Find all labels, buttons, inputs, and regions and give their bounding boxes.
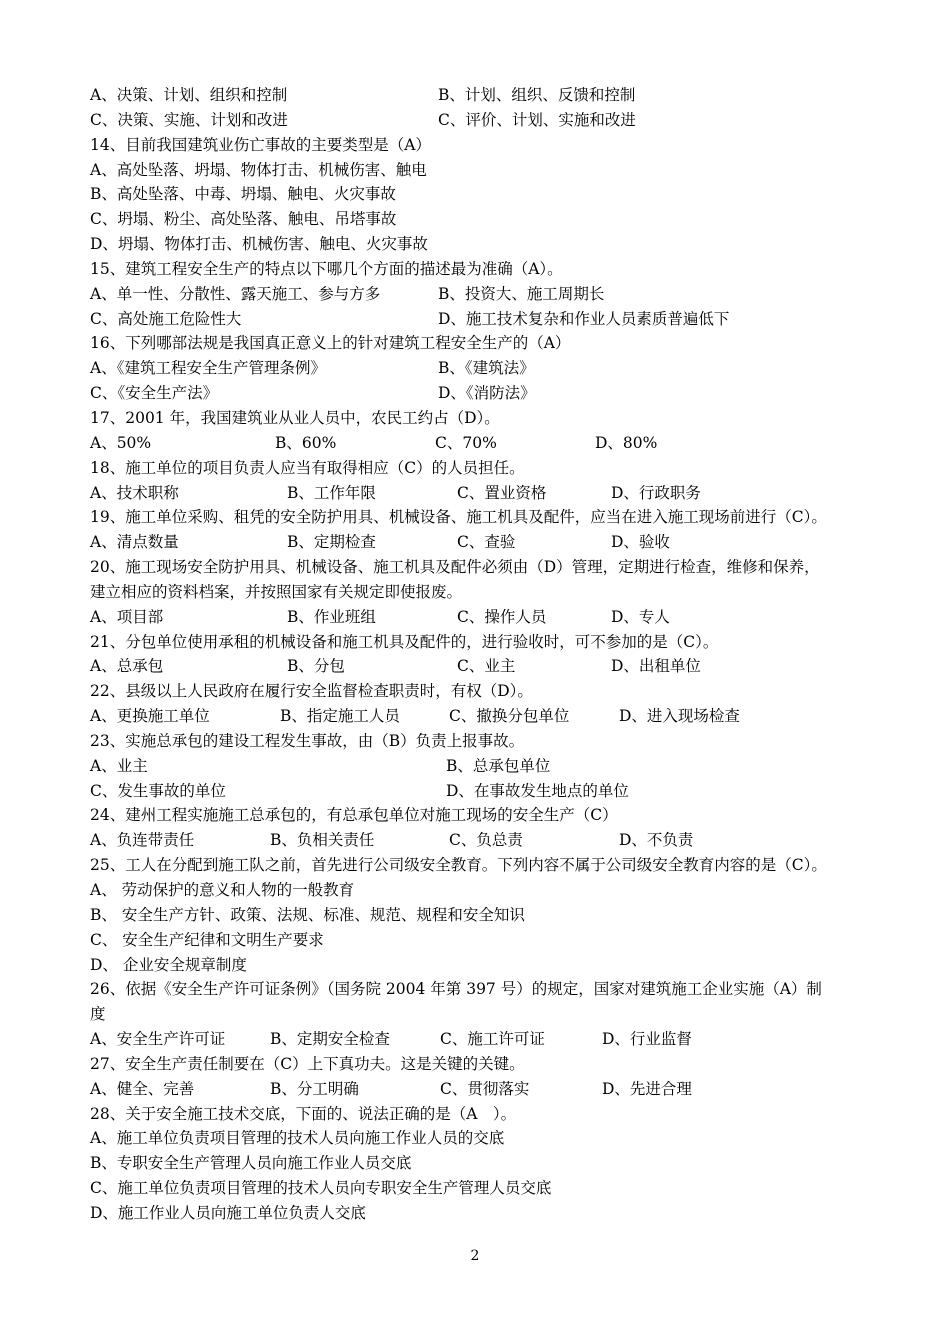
- options-row: [90, 779, 870, 804]
- option-item: B、定期安全检查: [270, 1030, 390, 1049]
- option-item: C、贯彻落实: [440, 1079, 530, 1098]
- option-item: D、先进合理: [602, 1079, 692, 1098]
- options-row: [90, 481, 870, 506]
- option-item: D、行业监督: [602, 1030, 692, 1049]
- text-line: 23、实施总承包的建设工程发生事故，由（B）负责上报事故。: [90, 731, 525, 750]
- options-row: [90, 704, 870, 729]
- option-item: A、50%: [90, 433, 152, 452]
- options-row: [90, 108, 870, 133]
- text-line: C、施工单位负责项目管理的技术人员向专职安全生产管理人员交底: [90, 1179, 552, 1198]
- text-line: D、施工作业人员向施工单位负责人交底: [90, 1203, 366, 1222]
- option-item: B、定期检查: [287, 533, 376, 552]
- option-item: D、在事故发生地点的单位: [446, 781, 629, 800]
- options-row: [90, 1027, 870, 1052]
- option-item: B、分包: [287, 657, 345, 676]
- option-item: C、查验: [457, 533, 516, 552]
- option-item: D、80%: [595, 433, 658, 452]
- text-line: 24、建州工程实施施工总承包的，有总承包单位对施工现场的安全生产（C）: [90, 806, 618, 825]
- option-item: A、更换施工单位: [90, 707, 210, 726]
- text-line: 28、关于安全施工技术交底，下面的、说法正确的是（A ）。: [90, 1104, 517, 1123]
- options-row: [90, 381, 870, 406]
- text-line: B、高处坠落、中毒、坍塌、触电、火灾事故: [90, 185, 396, 204]
- text-line: 18、施工单位的项目负责人应当有取得相应（C）的人员担任。: [90, 458, 525, 477]
- option-item: A、业主: [90, 756, 148, 775]
- options-row: [90, 530, 870, 555]
- option-item: D、验收: [611, 533, 670, 552]
- page-number: 2: [470, 1248, 480, 1264]
- option-item: B、投资大、施工周期长: [438, 284, 605, 303]
- option-item: A、《建筑工程安全生产管理条例》: [90, 359, 326, 378]
- option-item: A、总承包: [90, 657, 164, 676]
- text-line: 度: [90, 1005, 106, 1024]
- option-item: C、施工许可证: [440, 1030, 545, 1049]
- option-item: B、指定施工人员: [280, 707, 400, 726]
- options-row: [90, 828, 870, 853]
- option-item: C、负总责: [449, 831, 523, 850]
- option-item: D、《消防法》: [438, 384, 536, 403]
- text-line: 27、安全生产责任制要在（C）上下真功夫。这是关键的关键。: [90, 1054, 525, 1073]
- option-item: A、决策、计划、组织和控制: [90, 86, 288, 104]
- option-item: D、行政职务: [611, 483, 701, 502]
- options-row: [90, 83, 870, 108]
- option-item: B、计划、组织、反馈和控制: [438, 86, 636, 104]
- option-item: A、项目部: [90, 607, 164, 626]
- option-item: C、操作人员: [457, 607, 547, 626]
- option-item: D、施工技术复杂和作业人员素质普遍低下: [438, 309, 730, 328]
- option-item: C、70%: [435, 433, 497, 452]
- text-line: 建立相应的资料档案，并按照国家有关规定即使报废。: [90, 582, 463, 601]
- options-row: [90, 356, 870, 381]
- text-line: 19、施工单位采购、租凭的安全防护用具、机械设备、施工机具及配件，应当在进入施工现场前进行（C）。: [90, 508, 827, 527]
- option-item: B、60%: [275, 433, 337, 452]
- option-item: D、不负责: [619, 831, 694, 850]
- text-line: D、 企业安全规章制度: [90, 955, 247, 974]
- option-item: A、健全、完善: [90, 1079, 195, 1098]
- text-line: 14、目前我国建筑业伤亡事故的主要类型是（A）: [90, 135, 431, 154]
- option-item: C、业主: [457, 657, 516, 676]
- text-line: 21、分包单位使用承租的机械设备和施工机具及配件的，进行验收时，可不参加的是（C）。: [90, 632, 719, 651]
- options-row: [90, 654, 870, 679]
- option-item: A、技术职称: [90, 483, 179, 502]
- options-row: [90, 1077, 870, 1102]
- options-row: [90, 282, 870, 307]
- text-line: A、高处坠落、坍塌、物体打击、机械伤害、触电: [90, 160, 427, 179]
- question-list: [90, 83, 870, 1226]
- text-line: A、施工单位负责项目管理的技术人员向施工作业人员的交底: [90, 1129, 505, 1148]
- text-line: 26、依据《安全生产许可证条例》（国务院 2004 年第 397 号）的规定，国家对建筑施工企业实施（A）制: [90, 980, 822, 999]
- option-item: B、负相关责任: [270, 831, 375, 850]
- text-line: B、 安全生产方针、政策、法规、标准、规范、规程和安全知识: [90, 905, 525, 924]
- option-item: A、清点数量: [90, 533, 179, 552]
- options-row: [90, 431, 870, 456]
- text-line: B、专职安全生产管理人员向施工作业人员交底: [90, 1154, 412, 1173]
- option-item: B、作业班组: [287, 607, 376, 626]
- option-item: C、置业资格: [457, 483, 547, 502]
- text-line: 20、施工现场安全防护用具、机械设备、施工机具及配件必须由（D）管理，定期进行检查，维修和保养，: [90, 558, 820, 577]
- text-line: A、 劳动保护的意义和人物的一般教育: [90, 881, 355, 899]
- text-line: 22、县级以上人民政府在履行安全监督检查职责时，有权（D）。: [90, 682, 533, 701]
- option-item: C、评价、计划、实施和改进: [438, 110, 636, 129]
- option-item: B、工作年限: [287, 483, 376, 502]
- option-item: A、负连带责任: [90, 831, 195, 850]
- text-line: C、 安全生产纪律和文明生产要求: [90, 930, 324, 949]
- option-item: D、出租单位: [611, 657, 701, 676]
- option-item: D、专人: [611, 607, 670, 626]
- options-row: [90, 754, 870, 779]
- option-item: C、高处施工危险性大: [90, 309, 242, 328]
- option-item: C、撤换分包单位: [449, 707, 570, 726]
- options-row: [90, 605, 870, 630]
- option-item: C、《安全生产法》: [90, 384, 219, 403]
- options-row: [90, 307, 870, 332]
- option-item: B、总承包单位: [446, 756, 551, 775]
- option-item: A、安全生产许可证: [90, 1030, 226, 1049]
- option-item: D、进入现场检查: [619, 707, 740, 726]
- text-line: 16、下列哪部法规是我国真正意义上的针对建筑工程安全生产的（A）: [90, 334, 571, 353]
- text-line: C、坍塌、粉尘、高处坠落、触电、吊塔事故: [90, 210, 397, 229]
- text-line: 17、2001 年，我国建筑业从业人员中，农民工约占（D）。: [90, 408, 500, 427]
- option-item: C、决策、实施、计划和改进: [90, 110, 288, 129]
- option-item: C、发生事故的单位: [90, 781, 226, 800]
- text-line: 25、工人在分配到施工队之前，首先进行公司级安全教育。下列内容不属于公司级安全教育内容的是（C）。: [90, 856, 827, 875]
- option-item: A、单一性、分散性、露天施工、参与方多: [90, 284, 381, 303]
- option-item: B、《建筑法》: [438, 359, 535, 378]
- option-item: B、分工明确: [270, 1079, 359, 1098]
- text-line: 15、建筑工程安全生产的特点以下哪几个方面的描述最为准确（A）。: [90, 259, 563, 278]
- text-line: D、坍塌、物体打击、机械伤害、触电、火灾事故: [90, 235, 428, 254]
